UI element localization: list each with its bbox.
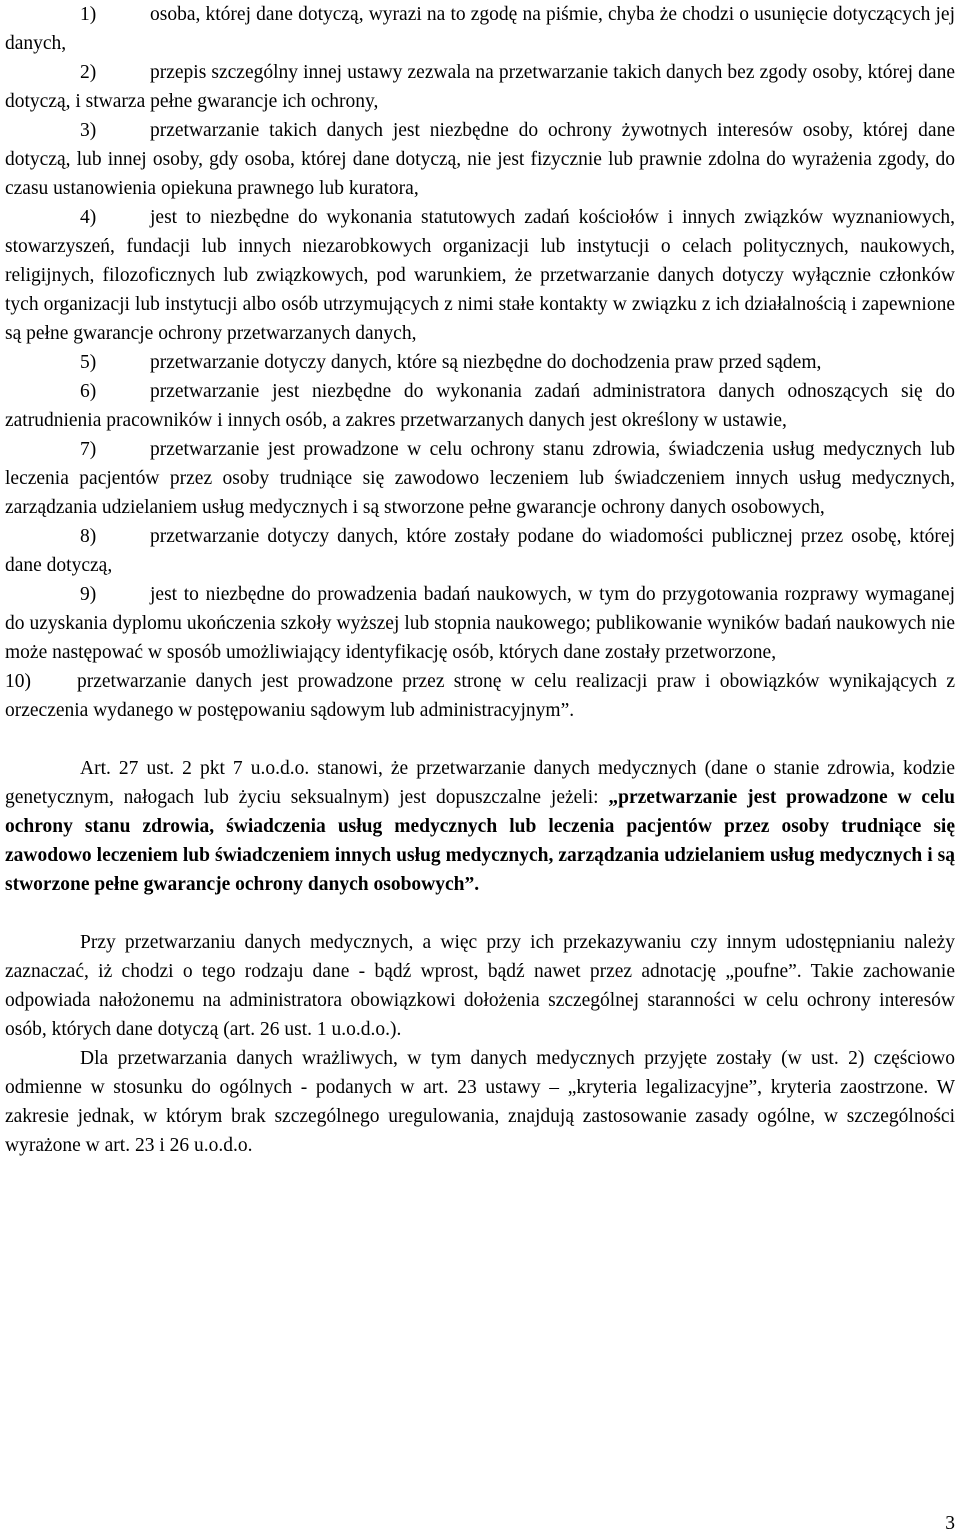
list-item	[5, 377, 955, 435]
art27-paragraph	[5, 754, 955, 899]
item-text: przetwarzanie takich danych jest niezbędne do ochrony żywotnych interesów osoby, której dane dotyczą, lub innej osoby, gdy osoba, której dane dotyczą, nie jest fizycznie lub prawnie zdolna do wyrażenia zgody, do czasu ustanowienia opiekuna prawnego lub kuratora,	[5, 120, 955, 199]
list-item	[5, 580, 955, 667]
item-number: 2)	[80, 62, 97, 83]
item-number: 7)	[80, 439, 97, 460]
item-text: przetwarzanie danych jest prowadzone przez stronę w celu realizacji praw i obowiązków wynikających z orzeczenia wydanego w postępowaniu sądowym lub administracyjnym”.	[5, 671, 955, 721]
item-number: 5)	[80, 352, 97, 373]
item-number: 6)	[80, 381, 97, 402]
item-text: jest to niezbędne do wykonania statutowych zadań kościołów i innych związków wyznaniowych, stowarzyszeń, fundacji lub innych niezarobkowych organizacji lub instytucji o celach politycznych, naukowych, religijnych, filozoficznych lub związkowych, pod warunkiem, że przetwarzanie danych dotyczy wyłącznie członków tych organizacji lub instytucji albo osób utrzymujących z nimi stałe kontakty w związku z ich działalnością i zapewnione są pełne gwarancje ochrony przetwarzanych danych,	[5, 207, 955, 344]
art27-quote: „przetwarzanie jest prowadzone w celu ochrony stanu zdrowia, świadczenia usług medycznych lub leczenia pacjentów przez osoby trudniące się zawodowo leczeniem lub świadczeniem innych usług medycznych, zarządzania udzielaniem usług medycznych i są stworzone pełne gwarancje ochrony danych osobowych”.	[5, 787, 956, 895]
art27-intro: Art. 27 ust. 2 pkt 7 u.o.d.o. stanowi, że przetwarzanie danych medycznych (dane o stanie zdrowia, kodzie genetycznym, nałogach lub życiu seksualnym) jest dopuszczalne jeżeli:	[5, 758, 955, 808]
list-item	[5, 0, 955, 58]
document-page	[5, 0, 955, 1160]
item-text: jest to niezbędne do prowadzenia badań naukowych, w tym do przygotowania rozprawy wymaganej do uzyskania dyplomu ukończenia szkoły wyższej lub stopnia naukowego; publikowanie wyników badań naukowych nie może następować w sposób umożliwiający identyfikację osób, których dane zostały przetworzone,	[5, 584, 955, 663]
item-number: 4)	[80, 207, 97, 228]
item-number: 3)	[80, 120, 97, 141]
list-item	[5, 116, 955, 203]
page-number: 3	[945, 1513, 955, 1534]
body-paragraph: Dla przetwarzania danych wrażliwych, w tym danych medycznych przyjęte zostały (w ust. 2) częściowo odmienne w stosunku do ogólnych - podanych w art. 23 ustawy – „kryteria legalizacyjne”, kryteria zaostrzone. W zakresie jednak, w którym brak szczególnego uregulowania, znajdują zastosowanie zasady ogólne, w szczególności wyrażone w art. 23 i 26 u.o.d.o.	[5, 1048, 955, 1156]
item-text: przepis szczególny innej ustawy zezwala na przetwarzanie takich danych bez zgody osoby, której dane dotyczą, i stwarza pełne gwarancje ich ochrony,	[5, 62, 955, 112]
item-text: osoba, której dane dotyczą, wyrazi na to zgodę na piśmie, chyba że chodzi o usunięcie dotyczących jej danych,	[5, 4, 955, 54]
conditions-list	[5, 0, 955, 725]
item-text: przetwarzanie dotyczy danych, które zostały podane do wiadomości publicznej przez osobę, której dane dotyczą,	[5, 526, 955, 576]
item-number: 1)	[80, 4, 97, 25]
item-number: 9)	[80, 584, 97, 605]
list-item	[5, 203, 955, 348]
paragraph-gap	[5, 725, 955, 754]
item-text: przetwarzanie jest niezbędne do wykonania zadań administratora danych odnoszących się do zatrudnienia pracowników i innych osób, a zakres przetwarzanych danych jest określony w ustawie,	[5, 381, 955, 431]
item-text: przetwarzanie dotyczy danych, które są niezbędne do dochodzenia praw przed sądem,	[150, 352, 822, 373]
list-item	[5, 435, 955, 522]
list-item	[5, 667, 955, 725]
list-item	[5, 58, 955, 116]
item-number: 8)	[80, 526, 97, 547]
item-number: 10)	[5, 671, 31, 692]
item-text: przetwarzanie jest prowadzone w celu ochrony stanu zdrowia, świadczenia usług medycznych lub leczenia pacjentów przez osoby trudniące się zawodowo leczeniem lub świadczeniem innych usług medycznych, zarządzania udzielaniem usług medycznych i są stworzone pełne gwarancje ochrony danych osobowych,	[5, 439, 955, 518]
paragraph-gap	[5, 899, 955, 928]
list-item	[5, 348, 955, 377]
list-item	[5, 522, 955, 580]
body-paragraph: Przy przetwarzaniu danych medycznych, a więc przy ich przekazywaniu czy innym udostępnianiu należy zaznaczać, iż chodzi o tego rodzaju dane - bądź wprost, bądź nawet przez adnotację „poufne”. Takie zachowanie odpowiada nałożonemu na administratora obowiązkowi dołożenia szczególnej staranności w celu ochrony interesów osób, których dane dotyczą (art. 26 ust. 1 u.o.d.o.).	[5, 932, 955, 1040]
